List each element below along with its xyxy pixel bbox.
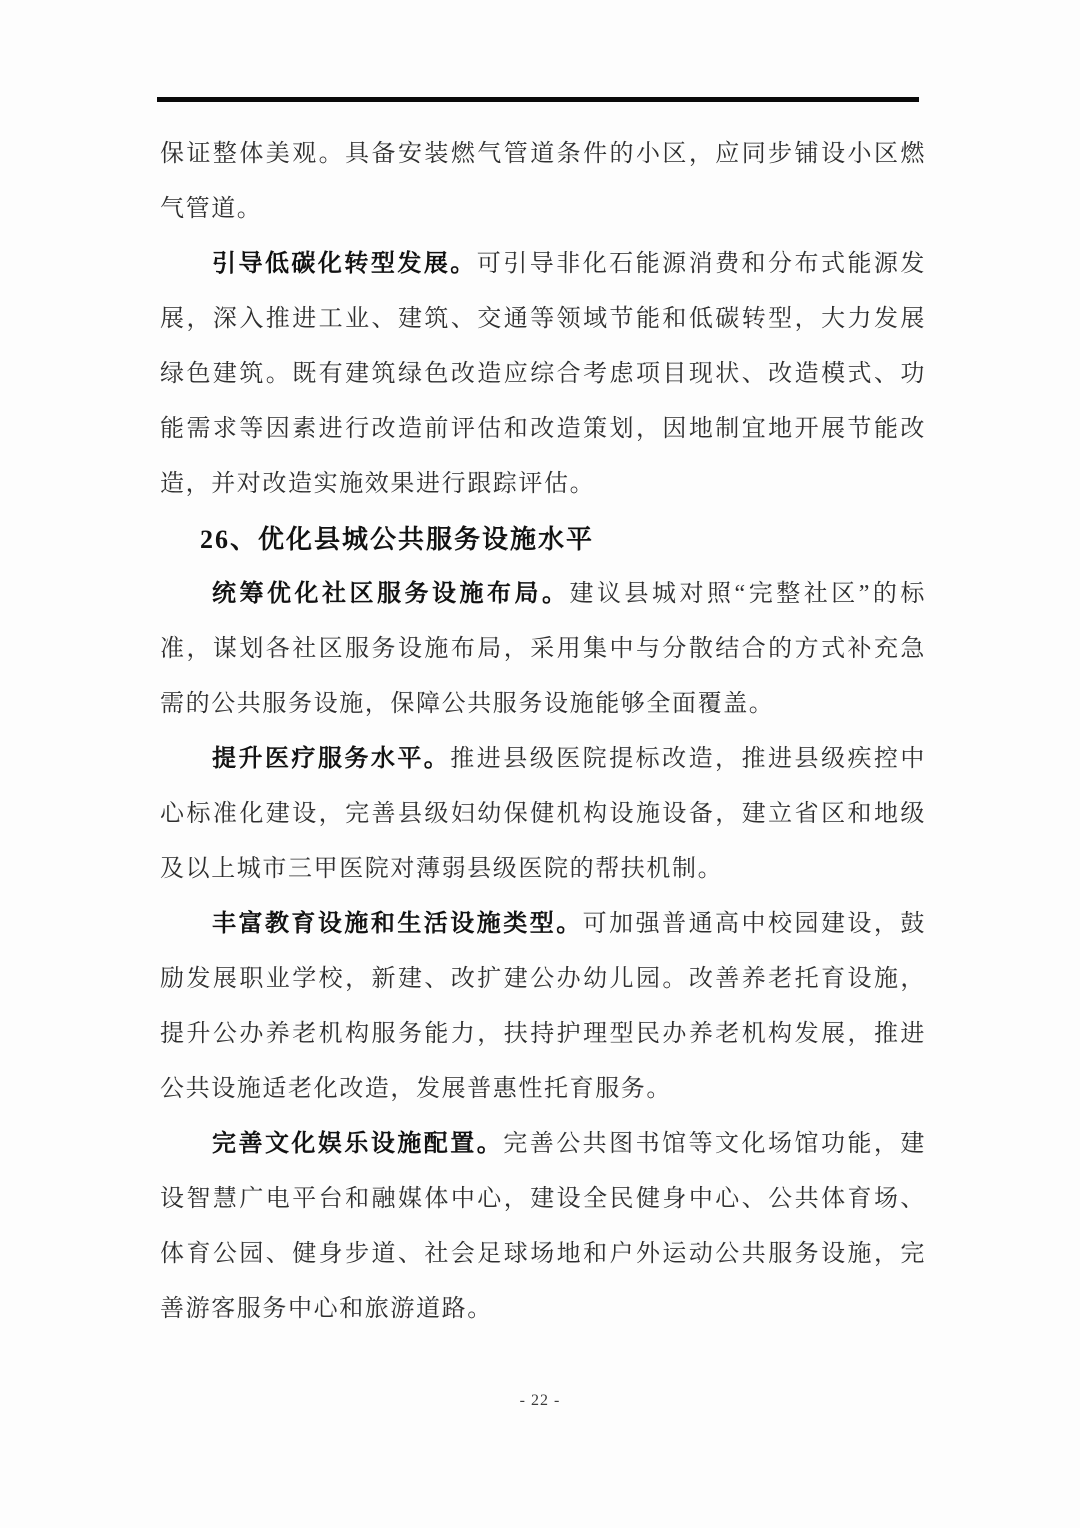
paragraph-text: 可加强普通高中校园建设，鼓励发展职业学校，新建、改扩建公办幼儿园。改善养老托育设施，提升公办养老机构服务能力，扶持护理型民办养老机构发展，推进公共设施适老化改造，发展普惠性托育服务。 — [160, 911, 926, 1102]
paragraph-lead: 提升医疗服务水平。 — [212, 746, 451, 772]
paragraph-lead: 完善文化娱乐设施配置。 — [212, 1131, 504, 1157]
document-body — [160, 127, 926, 1337]
paragraph-text: 完善公共图书馆等文化场馆功能，建设智慧广电平台和融媒体中心，建设全民健身中心、公共体育场、体育公园、健身步道、社会足球场地和户外运动公共服务设施，完善游客服务中心和旅游道路。 — [160, 1131, 926, 1322]
paragraph-text: 建议县城对照“完整社区”的标准，谋划各社区服务设施布局，采用集中与分散结合的方式补充急需的公共服务设施，保障公共服务设施能够全面覆盖。 — [160, 581, 926, 717]
paragraph — [160, 897, 926, 1117]
page-number: - 22 - — [519, 1392, 561, 1409]
paragraph — [160, 237, 926, 512]
paragraph — [160, 567, 926, 732]
paragraph-text: 推进县级医院提标改造，推进县级疾控中心标准化建设，完善县级妇幼保健机构设施设备，建立省区和地级及以上城市三甲医院对薄弱县级医院的帮扶机制。 — [160, 746, 926, 882]
paragraph — [160, 732, 926, 897]
paragraph — [160, 1117, 926, 1337]
header-divider — [157, 97, 919, 102]
paragraph-lead: 引导低碳化转型发展。 — [212, 251, 477, 277]
paragraph — [160, 127, 926, 237]
paragraph-text: 保证整体美观。具备安装燃气管道条件的小区，应同步铺设小区燃气管道。 — [160, 141, 926, 222]
section-heading: 26、优化县城公共服务设施水平 — [200, 525, 595, 554]
paragraph-lead: 统筹优化社区服务设施布局。 — [212, 581, 570, 607]
paragraph-lead: 丰富教育设施和生活设施类型。 — [212, 911, 583, 937]
paragraph-text: 可引导非化石能源消费和分布式能源发展，深入推进工业、建筑、交通等领域节能和低碳转型，大力发展绿色建筑。既有建筑绿色改造应综合考虑项目现状、改造模式、功能需求等因素进行改造前评估和改造策划，因地制宜地开展节能改造，并对改造实施效果进行跟踪评估。 — [160, 251, 927, 497]
